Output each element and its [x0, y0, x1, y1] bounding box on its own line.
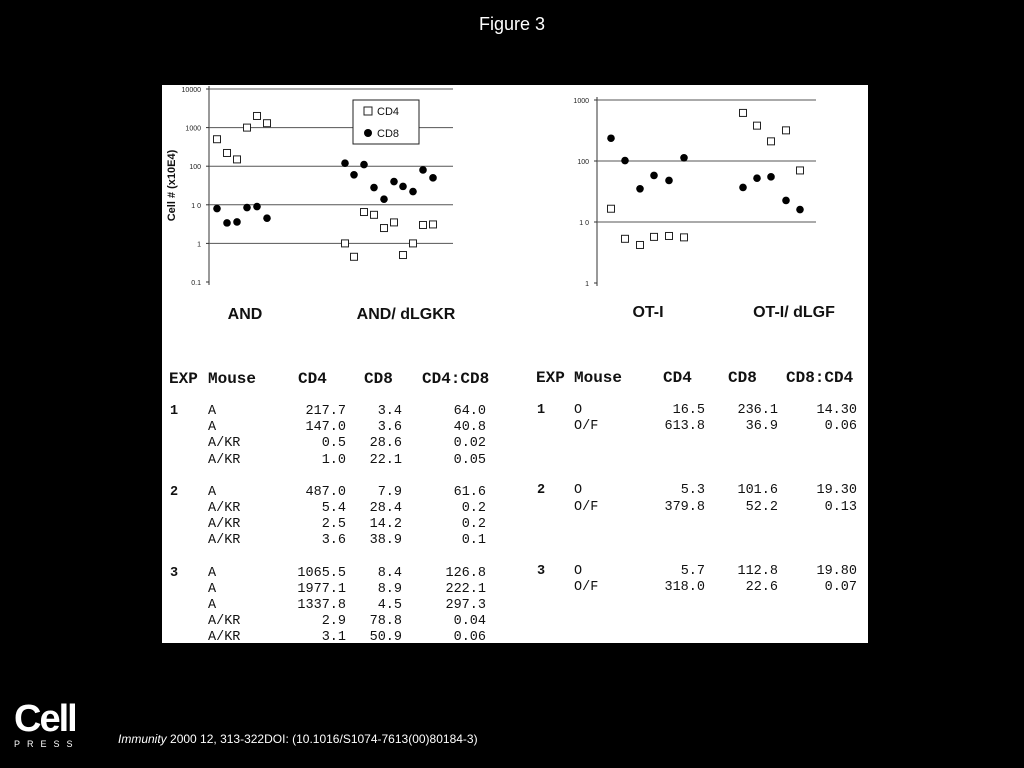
- cd8-point: [213, 205, 221, 213]
- cd4-cell: 487.0: [305, 484, 346, 500]
- cd4-point: [224, 149, 231, 156]
- cd4-point: [361, 209, 368, 216]
- cd8-cell: 28.6: [369, 436, 402, 452]
- cd4-cell: 1977.1: [297, 581, 346, 597]
- ratio-cell: 0.05: [453, 452, 486, 468]
- mouse-cell: A/KR: [208, 533, 241, 549]
- cd8-point: [636, 185, 644, 193]
- cd4-point: [754, 122, 761, 129]
- y-tick-label: 10000: [181, 87, 201, 94]
- table-row: [168, 404, 513, 420]
- exp-cell: 1: [170, 404, 179, 419]
- mouse-cell: O: [574, 403, 583, 418]
- table-row: [535, 483, 868, 499]
- cd8-cell: 36.9: [745, 419, 778, 435]
- cd4-cell: 3.6: [321, 533, 346, 549]
- y-tick-label: 1000: [573, 98, 589, 105]
- cd4-cell: 5.4: [321, 501, 346, 516]
- cd8-cell: 236.1: [737, 403, 778, 418]
- cd4-point: [371, 211, 378, 218]
- mouse-cell: A: [208, 598, 217, 613]
- cd4-cell: 5.7: [680, 563, 705, 579]
- cd8-point: [665, 177, 673, 185]
- legend-cd8-label: CD8: [377, 128, 400, 140]
- table-left: [168, 370, 513, 646]
- mouse-cell: O: [574, 563, 583, 579]
- ratio-cell: 0.13: [824, 499, 857, 515]
- ratio-cell: 0.06: [824, 419, 857, 435]
- ratio-cell: 0.02: [453, 436, 486, 452]
- exp-cell: 3: [170, 565, 179, 581]
- cd8-cell: 22.6: [745, 580, 778, 595]
- exp-cell: 2: [170, 484, 179, 500]
- cd4-point: [681, 234, 688, 241]
- logo-word: Cell: [14, 698, 76, 740]
- cd8-cell: 28.4: [369, 501, 402, 516]
- cd4-cell: 147.0: [305, 420, 346, 436]
- figure-title: Figure 3: [478, 14, 546, 34]
- cd4-cell: 1.0: [321, 452, 346, 468]
- cd4-point: [622, 235, 629, 242]
- cd8-point: [680, 154, 688, 162]
- ratio-cell: 19.80: [816, 563, 857, 579]
- cd8-point: [409, 188, 417, 196]
- cd4-cell: 613.8: [664, 419, 705, 435]
- ratio-cell: 222.1: [445, 581, 486, 597]
- cd8-cell: 22.1: [369, 452, 402, 468]
- cd4-point: [214, 136, 221, 143]
- cd4-point: [637, 241, 644, 248]
- table-row: [168, 566, 513, 582]
- cd8-cell: 7.9: [377, 484, 402, 500]
- cd8-cell: 8.4: [377, 565, 402, 581]
- mouse-cell: A/KR: [208, 452, 241, 468]
- table-row: [168, 420, 513, 436]
- table-header: CD4: [663, 369, 692, 387]
- mouse-cell: A: [208, 484, 217, 500]
- mouse-cell: A: [208, 420, 217, 436]
- ratio-cell: 19.30: [816, 483, 857, 499]
- ratio-cell: 297.3: [445, 598, 486, 613]
- exp-cell: 1: [537, 403, 546, 418]
- scatter-charts: [162, 85, 868, 345]
- cd8-cell: 38.9: [369, 533, 402, 549]
- table-row: [168, 485, 513, 501]
- table-row: [535, 419, 868, 435]
- cd8-point: [253, 203, 261, 211]
- ratio-cell: 0.2: [461, 517, 486, 533]
- table-header: CD8:CD4: [786, 369, 854, 387]
- cd8-point: [263, 214, 271, 222]
- mouse-cell: A: [208, 581, 217, 597]
- mouse-cell: A/KR: [208, 436, 241, 452]
- cd4-cell: 5.3: [680, 483, 705, 499]
- cd4-point: [391, 219, 398, 226]
- cd8-point: [399, 183, 407, 191]
- cd4-cell: 1065.5: [297, 565, 346, 581]
- table-row: [535, 564, 868, 580]
- cd8-point: [796, 206, 804, 214]
- cd4-cell: 217.7: [305, 404, 346, 419]
- cd4-cell: 2.9: [321, 614, 346, 630]
- table-row: [168, 614, 513, 630]
- cd8-point: [782, 197, 790, 205]
- cd8-point: [341, 159, 349, 167]
- mouse-cell: A/KR: [208, 517, 241, 533]
- cd4-point: [342, 240, 349, 247]
- figure-panel: [162, 85, 868, 646]
- cd4-point: [381, 225, 388, 232]
- cd4-cell: 318.0: [664, 580, 705, 595]
- cd8-cell: 4.5: [377, 598, 402, 613]
- cd8-cell: 14.2: [369, 517, 402, 533]
- table-header: Mouse: [574, 369, 623, 387]
- cd8-point: [243, 204, 251, 212]
- table-row: [168, 517, 513, 533]
- table-row: [535, 580, 868, 596]
- cd4-point: [783, 127, 790, 134]
- cd8-point: [739, 184, 747, 192]
- cd4-point: [254, 112, 261, 119]
- cd8-cell: 112.8: [737, 563, 778, 579]
- table-row: [168, 598, 513, 614]
- cd4-cell: 2.5: [321, 517, 346, 533]
- legend-cd4-label: CD4: [377, 106, 400, 118]
- citation: [118, 732, 478, 746]
- mouse-cell: A: [208, 404, 217, 419]
- ratio-cell: 61.6: [453, 484, 486, 500]
- y-tick-label: 1 0: [191, 202, 201, 210]
- y-tick-label: 1 0: [579, 220, 589, 227]
- mouse-cell: A/KR: [208, 630, 241, 646]
- cd8-cell: 50.9: [369, 630, 402, 646]
- cd8-point: [753, 174, 761, 182]
- y-tick-label: 100: [189, 164, 201, 172]
- y-tick-label: 1000: [185, 125, 201, 133]
- ratio-cell: 0.04: [453, 614, 486, 630]
- cd4-point: [244, 124, 251, 131]
- y-tick-label: 0.1: [191, 280, 201, 287]
- table-right: [535, 369, 868, 595]
- cd4-cell: 3.1: [321, 630, 346, 646]
- cd8-cell: 101.6: [737, 483, 778, 499]
- mouse-cell: O: [574, 483, 583, 499]
- cd8-point: [650, 172, 658, 180]
- cd4-point: [608, 205, 615, 212]
- mouse-cell: A/KR: [208, 614, 241, 630]
- table-row: [168, 582, 513, 598]
- cd8-point: [621, 157, 629, 165]
- mouse-cell: A: [208, 565, 217, 581]
- table-row: [535, 403, 868, 419]
- cd4-point: [666, 232, 673, 239]
- mouse-cell: O/F: [574, 580, 599, 595]
- cd8-point: [607, 134, 615, 142]
- cd8-point: [360, 161, 368, 169]
- ratio-cell: 0.07: [824, 580, 857, 595]
- ratio-cell: 14.30: [816, 403, 857, 418]
- exp-cell: 3: [537, 563, 546, 579]
- legend-cd8-marker: [364, 129, 372, 137]
- logo-press: PRESS: [14, 739, 80, 749]
- cd4-cell: 16.5: [672, 403, 705, 418]
- ratio-cell: 0.2: [461, 501, 486, 516]
- mouse-cell: O/F: [574, 499, 599, 515]
- cd4-point: [400, 252, 407, 259]
- cd4-point: [410, 240, 417, 247]
- cell-press-logo: [14, 700, 80, 749]
- table-row: [168, 436, 513, 452]
- citation-details: 2000 12, 313-322DOI: (10.1016/S1074-7613(00)80184-3): [166, 732, 478, 746]
- group-label: AND: [227, 306, 263, 323]
- table-header: EXP: [169, 370, 198, 388]
- y-axis-label: Cell # (x10E4): [166, 149, 178, 222]
- cd4-point: [430, 221, 437, 228]
- y-tick-label: 100: [577, 159, 589, 166]
- table-header: EXP: [536, 369, 565, 387]
- table-row: [168, 630, 513, 646]
- cd8-cell: 78.8: [369, 614, 402, 630]
- cd8-point: [429, 174, 437, 182]
- table-row: [168, 453, 513, 469]
- cd8-cell: 52.2: [745, 499, 778, 515]
- cd8-point: [419, 166, 427, 174]
- table-header: CD8: [364, 370, 393, 388]
- ratio-cell: 40.8: [453, 420, 486, 436]
- cd4-cell: 0.5: [321, 436, 346, 452]
- group-label: OT-I/ dLGF: [753, 304, 835, 321]
- cd4-cell: 379.8: [664, 499, 705, 515]
- cd4-point: [651, 233, 658, 240]
- cd8-point: [350, 171, 358, 179]
- cd8-point: [370, 184, 378, 192]
- group-label: OT-I: [632, 304, 664, 321]
- table-row: [168, 533, 513, 549]
- ratio-cell: 126.8: [445, 565, 486, 581]
- cd4-point: [234, 156, 241, 163]
- table-row: [168, 501, 513, 517]
- cd4-point: [768, 138, 775, 145]
- y-tick-label: 1: [197, 241, 201, 249]
- cd4-point: [797, 167, 804, 174]
- exp-cell: 2: [537, 483, 546, 499]
- legend-cd4-marker: [364, 107, 372, 115]
- citation-journal: Immunity: [118, 732, 167, 746]
- cd4-point: [740, 109, 747, 116]
- mouse-cell: A/KR: [208, 501, 241, 516]
- cd8-point: [223, 219, 231, 227]
- table-row: [535, 500, 868, 516]
- ratio-cell: 0.1: [461, 533, 486, 549]
- table-header: CD4: [298, 370, 327, 388]
- cd8-point: [767, 173, 775, 181]
- cd4-point: [351, 253, 358, 260]
- cd8-cell: 8.9: [377, 581, 402, 597]
- group-label: AND/ dLGKR: [356, 306, 456, 323]
- cd4-point: [264, 120, 271, 127]
- ratio-cell: 64.0: [453, 404, 486, 419]
- cd8-point: [233, 218, 241, 226]
- cd8-point: [390, 178, 398, 186]
- cd8-point: [380, 195, 388, 203]
- table-header: Mouse: [208, 370, 257, 388]
- y-tick-label: 1: [585, 281, 589, 288]
- cd8-cell: 3.6: [377, 420, 402, 436]
- table-header: CD8: [728, 369, 757, 387]
- cd8-cell: 3.4: [377, 404, 402, 419]
- cd4-cell: 1337.8: [297, 598, 346, 613]
- mouse-cell: O/F: [574, 419, 599, 435]
- ratio-cell: 0.06: [453, 630, 486, 646]
- cd4-point: [420, 221, 427, 228]
- table-header: CD4:CD8: [422, 370, 490, 388]
